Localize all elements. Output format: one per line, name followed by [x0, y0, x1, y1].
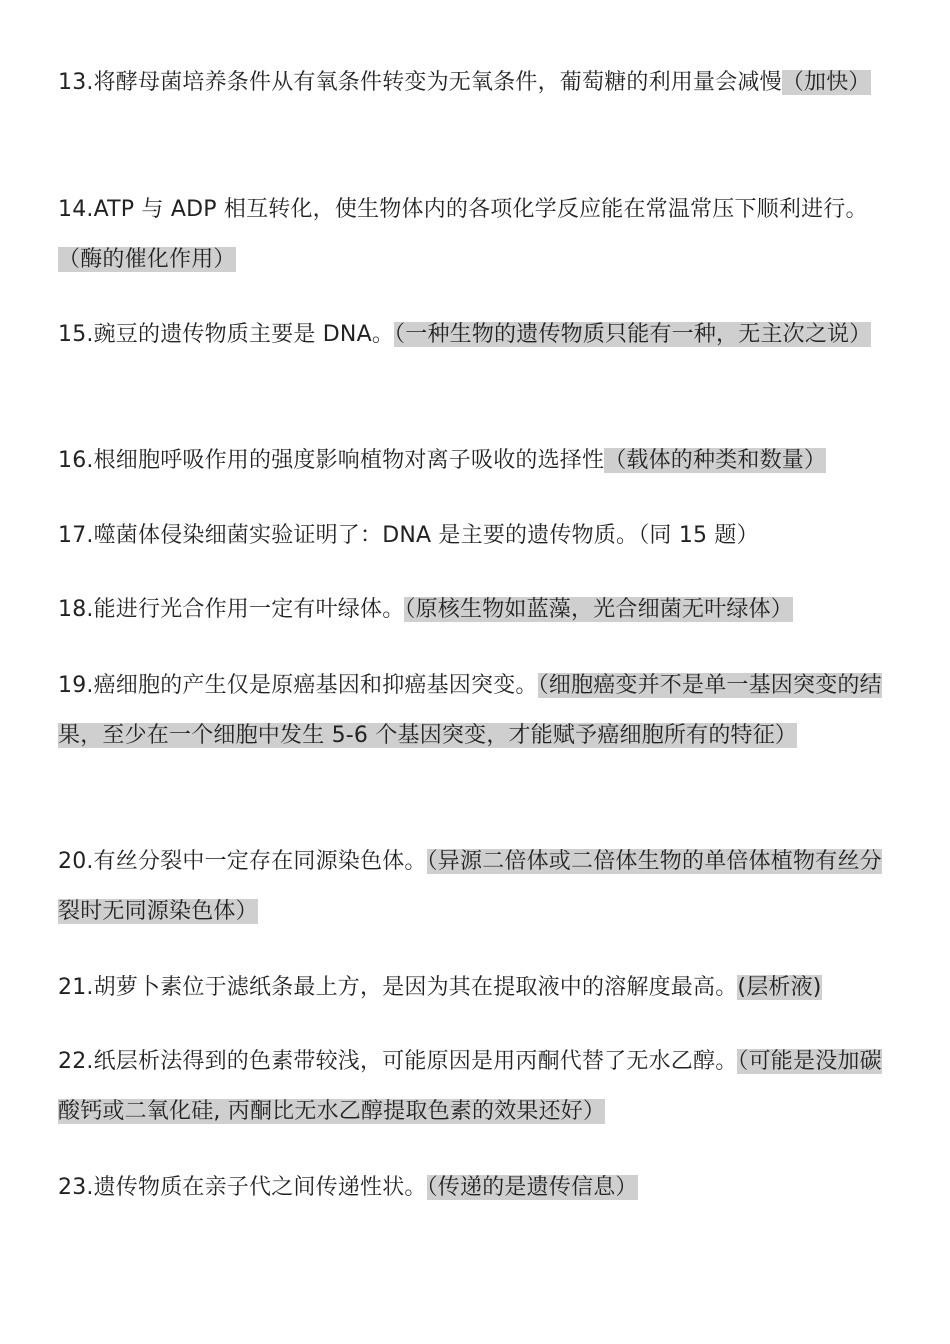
item-statement: 有丝分裂中一定存在同源染色体。 [93, 849, 427, 874]
item-statement: 纸层析法得到的色素带较浅，可能原因是用丙酮代替了无水乙醇。 [93, 1049, 738, 1074]
list-item [58, 58, 888, 108]
item-number: 18. [58, 597, 94, 622]
item-number: 19. [58, 673, 94, 698]
list-item [58, 963, 888, 1013]
item-statement: 将酵母菌培养条件从有氧条件转变为无氧条件，葡萄糖的利用量会减慢 [93, 70, 782, 95]
item-statement: 噬菌体侵染细菌实验证明了：DNA 是主要的遗传物质。（同 15 题） [93, 523, 759, 548]
list-item [58, 185, 888, 285]
item-correction: （细胞癌变并不是单一基因突变的结果，至少在一个细胞中发生 5-6 个基因突变，才能赋予癌细胞所有的特征） [58, 673, 882, 748]
item-statement: ATP 与 ADP 相互转化，使生物体内的各项化学反应能在常温常压下顺利进行。 [93, 197, 868, 222]
item-correction: （原核生物如蓝藻，光合细菌无叶绿体） [404, 597, 794, 622]
item-correction: （载体的种类和数量） [604, 448, 827, 473]
item-number: 15. [58, 322, 94, 347]
item-number: 21. [58, 975, 94, 1000]
item-statement: 豌豆的遗传物质主要是 DNA。 [93, 322, 395, 347]
item-correction: （一种生物的遗传物质只能有一种，无主次之说） [394, 322, 872, 347]
item-correction: （传递的是遗传信息） [426, 1175, 638, 1200]
item-statement: 能进行光合作用一定有叶绿体。 [93, 597, 405, 622]
list-item [58, 1037, 888, 1137]
item-statement: 癌细胞的产生仅是原癌基因和抑癌基因突变。 [93, 673, 538, 698]
item-number: 14. [58, 197, 94, 222]
item-number: 22. [58, 1049, 94, 1074]
item-statement: 胡萝卜素位于滤纸条最上方，是因为其在提取液中的溶解度最高。 [93, 975, 738, 1000]
item-statement: 遗传物质在亲子代之间传递性状。 [93, 1175, 427, 1200]
item-number: 13. [58, 70, 94, 95]
list-item [58, 661, 888, 761]
item-correction: （酶的催化作用） [58, 247, 236, 272]
list-item [58, 837, 888, 937]
item-number: 20. [58, 849, 94, 874]
item-correction: (层析液) [737, 975, 822, 1000]
list-item [58, 1163, 888, 1213]
item-correction: （异源二倍体或二倍体生物的单倍体植物有丝分裂时无同源染色体） [58, 849, 882, 924]
item-statement: 根细胞呼吸作用的强度影响植物对离子吸收的选择性 [93, 448, 605, 473]
item-number: 17. [58, 523, 94, 548]
list-item [58, 310, 888, 360]
item-number: 23. [58, 1175, 94, 1200]
list-item [58, 436, 888, 486]
item-correction: （可能是没加碳酸钙或二氧化硅, 丙酮比无水乙醇提取色素的效果还好） [58, 1049, 882, 1124]
list-item [58, 585, 888, 635]
item-number: 16. [58, 448, 94, 473]
list-item [58, 511, 888, 561]
item-correction: （加快） [781, 70, 871, 95]
